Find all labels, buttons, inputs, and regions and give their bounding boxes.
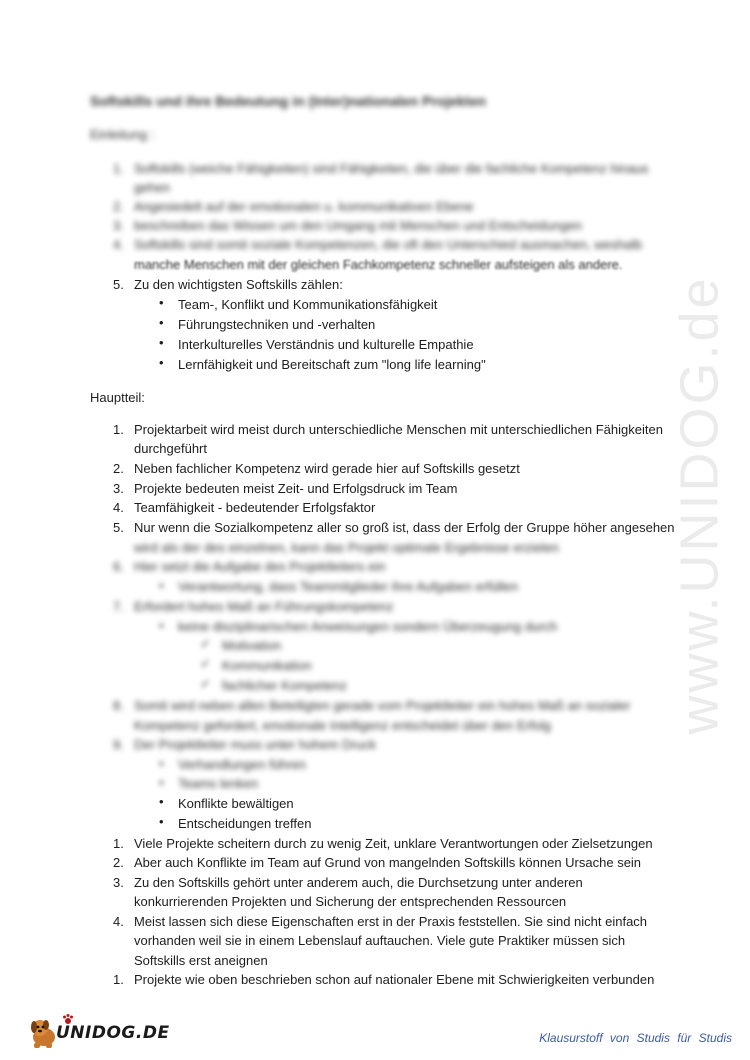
bullet-icon: • bbox=[159, 578, 164, 593]
final-item-2-line-1: Aber auch Konflikte im Team auf Grund von mangelnden Softskills können Ursache sein bbox=[134, 855, 642, 870]
main-item-5-line-1: Nur wenn die Sozialkompetenz aller so groß ist, dass der Erfolg der Gruppe höher angesehen bbox=[134, 520, 675, 535]
footer-tagline: Klausurstoff von Studis für Studis bbox=[539, 1031, 732, 1045]
main-item-1-num: 1. bbox=[113, 422, 124, 437]
final-item-4-line-1: Meist lassen sich diese Eigenschaften erst in der Praxis feststellen. Sie sind nicht einfach bbox=[134, 914, 648, 929]
final-item-3-num: 3. bbox=[113, 875, 124, 890]
watermark-text: www.UNIDOG.de bbox=[670, 275, 730, 735]
bullet-icon: • bbox=[159, 315, 164, 330]
document-title: Softskills und ihre Bedeutung in (Inter)nationalen Projekten bbox=[90, 93, 486, 109]
intro-item-2-line-1: Angesiedelt auf der emotionalen u. kommunikativen Ebene bbox=[134, 199, 474, 214]
main-item-8-line-2: Kompetenz gefordert, emotionale Intelligenz entscheidet über den Erfolg bbox=[134, 718, 551, 733]
main-item-9-bullet-1: Verhandlungen führen bbox=[178, 757, 306, 772]
main-item-1-line-1: Projektarbeit wird meist durch unterschiedliche Menschen mit unterschiedlichen Fähigkeiten bbox=[134, 422, 663, 437]
main-item-2-num: 2. bbox=[113, 461, 124, 476]
main-item-9-num: 9. bbox=[113, 737, 124, 752]
main-item-6-line-1: Hier setzt die Aufgabe des Projektleiters ein bbox=[134, 559, 386, 574]
main-item-4-num: 4. bbox=[113, 500, 124, 515]
main-item-7-check-1: Motivation bbox=[222, 638, 282, 653]
checkmark-icon: ✓ bbox=[200, 636, 211, 651]
intro-bullet-3: Interkulturelles Verständnis und kulturelle Empathie bbox=[178, 337, 474, 352]
final-item-2-num: 2. bbox=[113, 855, 124, 870]
intro-item-2-num: 2. bbox=[113, 199, 124, 214]
main-item-5-line-2: wird als der des einzelnen, kann das Projekt optimale Ergebnisse erzielen bbox=[134, 540, 559, 555]
main-item-3-line-1: Projekte bedeuten meist Zeit- und Erfolgsdruck im Team bbox=[134, 481, 458, 496]
intro-item-5-line-1: Zu den wichtigsten Softskills zählen: bbox=[134, 277, 343, 292]
checkmark-icon: ✓ bbox=[200, 676, 211, 691]
main-item-5-num: 5. bbox=[113, 520, 124, 535]
bullet-icon: • bbox=[159, 794, 164, 809]
intro-item-1-line-1: Softskills (weiche Fähigkeiten) sind Fähigkeiten, die über die fachliche Kompetenz hinaus bbox=[134, 161, 649, 176]
logo-text: UNIDOG.DE bbox=[56, 1023, 170, 1043]
main-item-6-num: 6. bbox=[113, 559, 124, 574]
tail-bullet-2: Entscheidungen treffen bbox=[178, 816, 312, 831]
main-item-9-bullet-2: Teams lenken bbox=[178, 776, 259, 791]
bullet-icon: • bbox=[159, 814, 164, 829]
checkmark-icon: ✓ bbox=[200, 656, 211, 671]
main-heading: Hauptteil: bbox=[90, 390, 145, 405]
main-item-7-check-2: Kommunikation bbox=[222, 658, 312, 673]
main-item-9-line-1: Der Projektleiter muss unter hohem Druck bbox=[134, 737, 377, 752]
intro-bullet-4: Lernfähigkeit und Bereitschaft zum "long life learning" bbox=[178, 357, 486, 372]
bullet-icon: • bbox=[159, 756, 164, 771]
unidog-logo bbox=[26, 1015, 170, 1051]
main-item-8-line-1: Somit wird neben allen Beteiligten gerade vom Projektleiter ein hohes Maß an sozialer bbox=[134, 698, 631, 713]
tail-bullet-1: Konflikte bewältigen bbox=[178, 796, 294, 811]
bullet-icon: • bbox=[159, 775, 164, 790]
watermark bbox=[655, 270, 745, 740]
main-item-7-check-3: fachlicher Kompetenz bbox=[222, 678, 348, 693]
intro-heading: Einleitung : bbox=[90, 127, 155, 142]
intro-item-3-line-1: beschreiben das Wissen um den Umgang mit Menschen und Entscheidungen bbox=[134, 218, 583, 233]
main-item-1-line-2: durchgeführt bbox=[134, 441, 207, 456]
final-item-4-line-3: Softskills erst aneignen bbox=[134, 953, 268, 968]
main-item-4-line-1: Teamfähigkeit - bedeutender Erfolgsfaktor bbox=[134, 500, 376, 515]
final-item-3-line-1: Zu den Softskills gehört unter anderem auch, die Durchsetzung unter anderen bbox=[134, 875, 583, 890]
main-item-3-num: 3. bbox=[113, 481, 124, 496]
intro-item-3-num: 3. bbox=[113, 218, 124, 233]
intro-item-4-line-2: manche Menschen mit der gleichen Fachkompetenz schneller aufsteigen als andere. bbox=[134, 257, 623, 272]
bullet-icon: • bbox=[159, 355, 164, 370]
intro-item-5-num: 5. bbox=[113, 277, 124, 292]
bullet-icon: • bbox=[159, 295, 164, 310]
intro-item-1-line-2: gehen bbox=[134, 180, 171, 195]
final-item-4-line-2: vorhanden weil sie in einem Lebenslauf auftauchen. Viele gute Praktiker müssen sich bbox=[134, 933, 626, 948]
main-item-8-num: 8. bbox=[113, 698, 124, 713]
bullet-icon: • bbox=[159, 335, 164, 350]
final-item-4-num: 4. bbox=[113, 914, 124, 929]
main-item-7-line-1: Erfordert hohes Maß an Führungskompetenz bbox=[134, 599, 394, 614]
main-item-7-bullet: keine disziplinarischen Anweisungen sondern Überzeugung durch bbox=[178, 619, 558, 634]
final-item-3-line-2: konkurrierenden Projekten und Sicherung der entsprechenden Ressourcen bbox=[134, 894, 567, 909]
final-item-5-line-1: Projekte wie oben beschrieben schon auf nationaler Ebene mit Schwierigkeiten verbunden bbox=[134, 972, 655, 987]
main-item-2-line-1: Neben fachlicher Kompetenz wird gerade hier auf Softskills gesetzt bbox=[134, 461, 520, 476]
intro-item-1-num: 1. bbox=[113, 161, 124, 176]
intro-item-4-num: 4. bbox=[113, 237, 124, 252]
main-item-6-bullet: Verantwortung, dass Teammitglieder ihre Aufgaben erfüllen bbox=[178, 579, 519, 594]
final-item-5-num: 1. bbox=[113, 972, 124, 987]
final-item-1-line-1: Viele Projekte scheitern durch zu wenig Zeit, unklare Verantwortungen oder Zielsetzungen bbox=[134, 836, 653, 851]
intro-bullet-2: Führungstechniken und -verhalten bbox=[178, 317, 376, 332]
intro-bullet-1: Team-, Konflikt und Kommunikationsfähigkeit bbox=[178, 297, 438, 312]
bullet-icon: • bbox=[159, 618, 164, 633]
intro-item-4-line-1: Softskills sind somit soziale Kompetenzen, die oft den Unterschied ausmachen, weshalb bbox=[134, 237, 642, 252]
main-item-7-num: 7. bbox=[113, 599, 124, 614]
final-item-1-num: 1. bbox=[113, 836, 124, 851]
